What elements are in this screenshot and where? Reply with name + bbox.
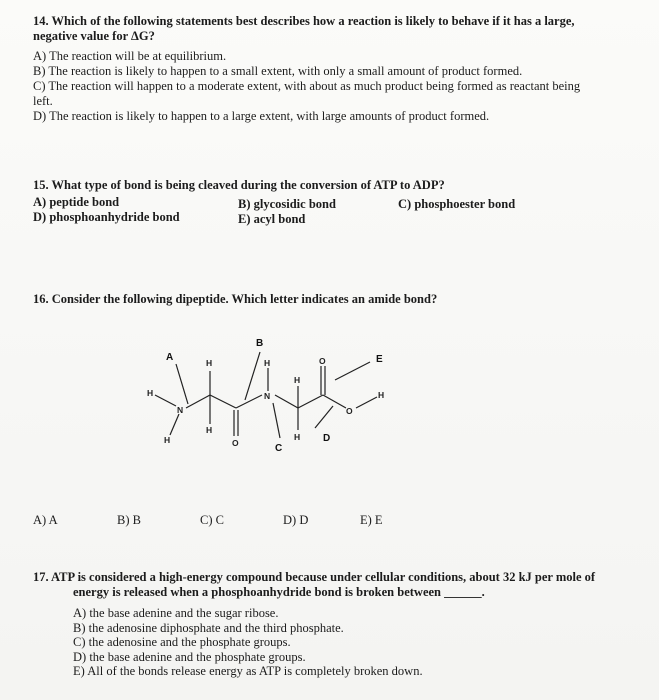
atom-h-alpha2-top: H [294,375,301,385]
diagram-label-b: B [256,338,264,349]
question-14-stem: 14. Which of the following statements best describes how a reaction is likely to behave if it has a large, [33,14,575,28]
question-14-option-a: A) The reaction will be at equilibrium. [33,49,227,63]
question-15-options [33,195,633,227]
diagram-label-d: D [323,433,331,444]
question-16-stem: 16. Consider the following dipeptide. Which letter indicates an amide bond? [33,292,438,306]
question-17-option-a: A) the base adenine and the sugar ribose. [73,606,279,620]
atom-h-amine: H [147,388,154,398]
question-15 [33,178,633,227]
atom-h-amine-lower: H [164,435,171,445]
atom-o-carbonyl: O [232,438,239,448]
question-17-stem-continued: energy is released when a phosphoanhydride bond is broken between ______. [73,585,485,599]
diagram-label-a: A [166,352,174,363]
question-15-option-b: B) glycosidic bond [238,197,336,211]
atom-n-amide: N [264,391,271,401]
question-17-option-b: B) the adenosine diphosphate and the third phosphate. [73,620,344,635]
question-17-option-c: C) the adenosine and the phosphate groups. [73,635,291,649]
question-16 [33,292,633,307]
question-17-option-d: D) the base adenine and the phosphate groups. [73,649,306,664]
dipeptide-structure-diagram [130,328,400,468]
question-16-choices [33,513,433,529]
question-15-option-d: D) phosphoanhydride bond [33,210,180,224]
question-14 [33,14,633,124]
diagram-label-c: C [275,443,283,454]
atom-n-amine: N [177,405,184,415]
atom-o-carboxyl: O [346,406,353,416]
atom-h-amide: H [264,358,271,368]
atom-h-alpha-top: H [206,358,213,368]
question-14-options [33,49,633,124]
atom-h-alpha-bottom: H [206,425,213,435]
diagram-label-e: E [376,354,383,365]
question-17-stem: 17. ATP is considered a high-energy compound because under cellular conditions, about 32 kJ per mole of [33,570,596,584]
question-16-choice-c: C) C [200,513,224,527]
question-16-choice-e: E) E [360,513,383,527]
question-15-option-e: E) acyl bond [238,212,306,226]
question-14-option-d: D) The reaction is likely to happen to a large extent, with large amounts of product formed. [33,109,490,123]
question-15-option-c: C) phosphoester bond [398,197,516,211]
atom-h-alpha2-bottom: H [294,432,301,442]
question-15-option-a: A) peptide bond [33,195,120,209]
question-14-option-c: C) The reaction will happen to a moderate extent, with about as much product being formed as reactant being [33,79,581,93]
question-15-stem: 15. What type of bond is being cleaved during the conversion of ATP to ADP? [33,178,445,192]
question-16-choice-b: B) B [117,513,141,527]
atom-o-carboxyl-top: O [319,356,326,366]
question-14-stem-continued: negative value for ΔG? [33,29,155,43]
question-14-option-c-continued: left. [33,94,53,108]
question-16-choice-d: D) D [283,513,309,527]
question-17-options [33,606,628,679]
question-16-choice-a: A) A [33,513,58,527]
question-17 [33,570,628,679]
question-17-option-e: E) All of the bonds release energy as ATP is completely broken down. [73,664,423,678]
question-14-option-b: B) The reaction is likely to happen to a small extent, with only a small amount of product formed. [33,64,523,78]
atom-h-carboxyl: H [378,390,385,400]
